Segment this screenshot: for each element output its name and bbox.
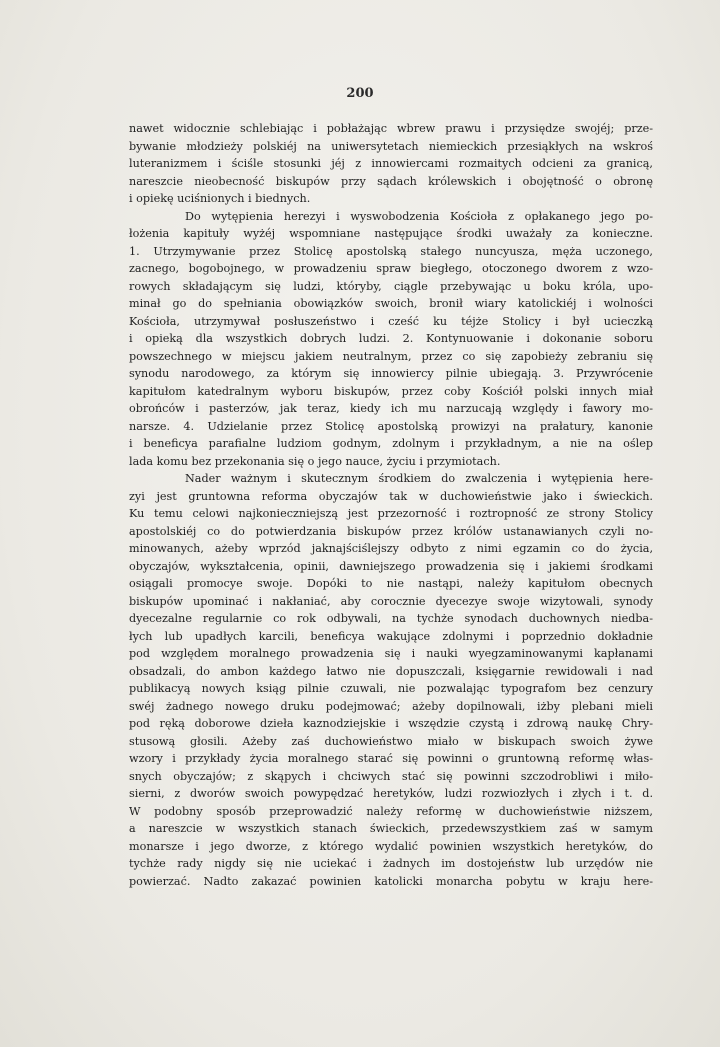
text-line: i opieką dla wszystkich dobrych ludzi. 2. Kontynuowanie i dokonanie soboru — [129, 332, 653, 345]
text-line: sierni, z dworów swoich powypędzać heretyków, ludzi rozwiozłych i złych i t. d. — [129, 787, 653, 800]
text-line: Ku temu celowi najkonieczniejszą jest przezorność i roztropność ze strony Stolicy — [129, 507, 653, 520]
text-line: zacnego, bogobojnego, w prowadzeniu spraw biegłego, otoczonego dworem z wzo- — [129, 262, 653, 275]
text-line: minowanych, ażeby wprzód jaknajściślejszy odbyto z nimi egzamin co do życia, — [129, 542, 653, 555]
text-line: i opiekę uciśnionych i biednych. — [129, 192, 311, 205]
text-line: biskupów upominać i nakłaniać, aby corocznie dyecezye swoje wizytowali, synody — [129, 594, 653, 608]
paragraph — [129, 208, 653, 471]
text-line: obsadzali, do ambon każdego łatwo nie dopuszczali, księgarnie rewidowali i nad — [129, 664, 653, 678]
text-line: synodu narodowego, za którym się innowiercy pilnie ubiegają. 3. Przywrócenie — [129, 367, 653, 380]
text-line: osiągali promocye swoje. Dopóki to nie nastąpi, należy kapitułom obecnych — [129, 577, 653, 590]
text-line: pod względem moralnego prowadzenia się i nauki wyegzaminowanymi kapłanami — [129, 647, 653, 660]
body-text — [129, 120, 653, 890]
text-line: łych lub upadłych karcili, beneficya wakujące zdolnymi i poprzednio dokładnie — [129, 629, 653, 643]
text-line: swéj żadnego nowego druku podejmować; ażeby dopilnowali, iżby plebani mieli — [129, 699, 653, 713]
text-line: bywanie młodzieży polskiéj na uniwersytetach niemieckich przesiąkłych na wskroś — [129, 139, 653, 153]
text-line: stusową głosili. Ażeby zaś duchowieństwo miało w biskupach swoich żywe — [129, 734, 653, 748]
text-line: lada komu bez przekonania się o jego nauce, życiu i przymiotach. — [129, 454, 501, 468]
text-line: minał go do spełniania obowiązków swoich, bronił wiary katolickiéj i wolności — [129, 297, 653, 310]
paragraph — [129, 470, 653, 890]
text-line: kapitułom katedralnym wyboru biskupów, przez coby Kościół polski innych miał — [129, 384, 653, 398]
text-line: monarsze i jego dworze, z którego wydalić powinien wszystkich heretyków, do — [129, 839, 653, 853]
text-line: apostolskiéj co do potwierdzania biskupów przez królów ustanawianych czyli no- — [129, 524, 653, 538]
text-line: nareszcie nieobecność biskupów przy sądach królewskich i obojętność o obronę — [129, 174, 653, 188]
page-number: 200 — [346, 86, 374, 101]
text-line: Kościoła, utrzymywał posłuszeństwo i cześć ku téjże Stolicy i był ucieczką — [129, 314, 653, 328]
text-line: W podobny sposób przeprowadzić należy reformę w duchowieństwie niższem, — [129, 804, 653, 818]
text-line: luteranizmem i ściśle stosunki jéj z innowiercami rozmaitych odcieni za granicą, — [129, 157, 653, 170]
text-line: dyecezalne regularnie co rok odbywali, na tychże synodach duchownych niedba- — [129, 612, 653, 625]
text-line: snych obyczajów; z skąpych i chciwych stać się powinni szczodrobliwi i miło- — [129, 769, 653, 783]
text-line: wzory i przykłady życia moralnego starać się powinni o gruntowną reformę włas- — [129, 752, 653, 765]
text-line: obrońców i pasterzów, jak teraz, kiedy ich mu narzucają względy i fawory mo- — [129, 402, 653, 415]
text-line: łożenia kapituły wyżéj wspomniane następujące środki uważały za konieczne. — [129, 227, 653, 240]
text-line: powierzać. Nadto zakazać powinien katolicki monarcha pobytu w kraju here- — [129, 874, 653, 888]
text-line: powszechnego w miejscu jakiem neutralnym, przez co się zapobieży zebraniu się — [129, 349, 653, 363]
text-line: nawet widocznie schlebiając i pobłażając wbrew prawu i przysiędze swojéj; prze- — [129, 122, 653, 135]
text-line: rowych składającym się ludzi, któryby, ciągle przebywając u boku króla, upo- — [129, 279, 653, 293]
text-line: 1. Utrzymywanie przez Stolicę apostolską stałego nuncyusza, męża uczonego, — [129, 244, 653, 258]
text-line: tychże rady nigdy się nie uciekać i żadnych im dostojeństw lub urzędów nie — [129, 857, 653, 870]
text-line: zyi jest gruntowna reforma obyczajów tak w duchowieństwie jako i świeckich. — [129, 489, 653, 503]
text-line: Nader ważnym i skutecznym środkiem do zwalczenia i wytępienia here- — [185, 472, 653, 485]
text-line: publikacyą nowych ksiąg pilnie czuwali, nie pozwalając typografom bez cenzury — [129, 682, 653, 695]
text-line: Do wytępienia herezyi i wyswobodzenia Kościoła z opłakanego jego po- — [185, 209, 653, 223]
text-line: a nareszcie w wszystkich stanach świeckich, przedewszystkiem zaś w samym — [129, 822, 653, 835]
text-line: i beneficya parafialne ludziom godnym, zdolnym i przykładnym, a nie na oślep — [129, 437, 653, 450]
text-line: obyczajów, wykształcenia, opinii, dawniejszego prowadzenia się i jakiemi środkami — [129, 559, 653, 573]
text-line: narsze. 4. Udzielanie przez Stolicę apostolską prowizyi na prałatury, kanonie — [129, 419, 653, 433]
text-line: pod ręką doborowe dzieła kaznodziejskie i wszędzie czystą i zdrową naukę Chry- — [129, 717, 653, 730]
paragraph — [129, 120, 653, 208]
